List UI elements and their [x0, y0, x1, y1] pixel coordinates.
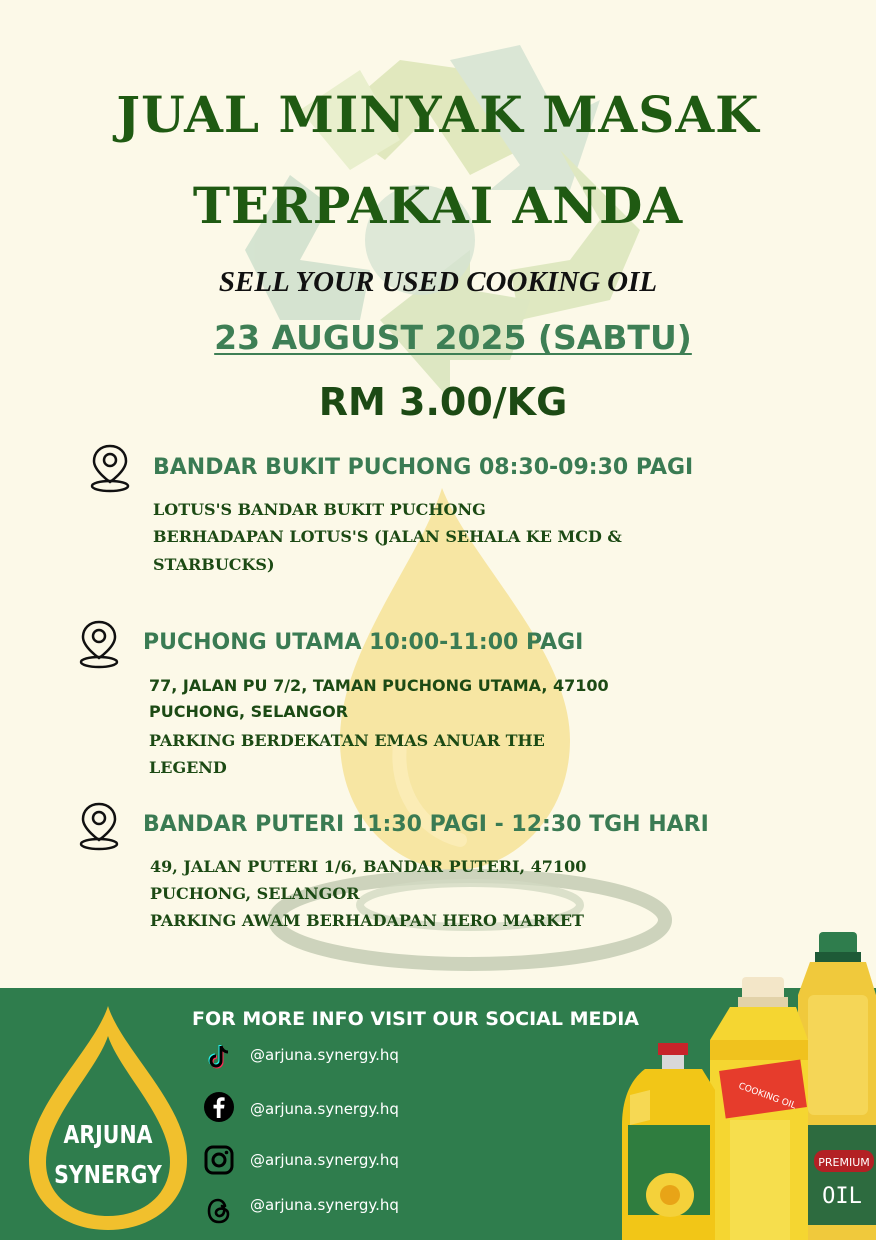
- facebook-handle[interactable]: @arjuna.synergy.hq: [250, 1100, 399, 1118]
- title-line-1: JUAL MINYAK MASAK: [116, 85, 760, 144]
- instagram-handle[interactable]: @arjuna.synergy.hq: [250, 1151, 399, 1169]
- jerrycan-oil-bottle-icon: [622, 1043, 715, 1240]
- location-1-line: STARBUCKS): [153, 555, 275, 574]
- threads-handle[interactable]: @arjuna.synergy.hq: [250, 1196, 399, 1214]
- location-pin-icon: [77, 618, 121, 670]
- subtitle: SELL YOUR USED COOKING OIL: [218, 266, 658, 298]
- price: RM 3.00/KG: [318, 380, 568, 424]
- cooking-oil-label: COOKING OIL: [736, 1081, 798, 1112]
- premium-oil-bottle-icon: [798, 932, 876, 1240]
- threads-icon[interactable]: [203, 1195, 235, 1227]
- facebook-icon[interactable]: [203, 1091, 235, 1123]
- cooking-oil-bottle-icon: [710, 977, 808, 1240]
- premium-label: PREMIUM: [818, 1156, 870, 1169]
- logo-text-line-1: ARJUNA: [63, 1120, 153, 1149]
- location-3-heading: BANDAR PUTERI 11:30 PAGI - 12:30 TGH HARI: [143, 812, 709, 837]
- location-1-line: LOTUS'S BANDAR BUKIT PUCHONG: [153, 500, 486, 519]
- oil-label: OIL: [822, 1184, 862, 1209]
- title-line-2: TERPAKAI ANDA: [192, 176, 684, 235]
- location-2-line: 77, JALAN PU 7/2, TAMAN PUCHONG UTAMA, 47100: [149, 676, 609, 695]
- location-2-line: PUCHONG, SELANGOR: [149, 702, 349, 721]
- location-1-line: BERHADAPAN LOTUS'S (JALAN SEHALA KE MCD &: [153, 527, 622, 546]
- instagram-icon[interactable]: [203, 1144, 235, 1176]
- tiktok-icon[interactable]: [203, 1041, 235, 1073]
- oil-bottles-illustration: [610, 925, 876, 1240]
- footer-title: FOR MORE INFO VISIT OUR SOCIAL MEDIA: [192, 1008, 640, 1030]
- event-date: 23 AUGUST 2025 (SABTU): [214, 318, 692, 357]
- location-2-line: PARKING BERDEKATAN EMAS ANUAR THE: [149, 731, 545, 750]
- location-2-heading: PUCHONG UTAMA 10:00-11:00 PAGI: [143, 630, 584, 655]
- logo-text-line-2: SYNERGY: [54, 1160, 162, 1189]
- arjuna-synergy-logo: [22, 1000, 194, 1236]
- location-3-line: 49, JALAN PUTERI 1/6, BANDAR PUTERI, 47100: [150, 857, 587, 876]
- location-3-line: PARKING AWAM BERHADAPAN HERO MARKET: [150, 911, 584, 930]
- location-3-line: PUCHONG, SELANGOR: [150, 884, 360, 903]
- location-2-line: LEGEND: [149, 758, 227, 777]
- tiktok-handle[interactable]: @arjuna.synergy.hq: [250, 1046, 399, 1064]
- location-pin-icon: [77, 800, 121, 852]
- location-pin-icon: [88, 442, 132, 494]
- location-1-heading: BANDAR BUKIT PUCHONG 08:30-09:30 PAGI: [153, 455, 694, 480]
